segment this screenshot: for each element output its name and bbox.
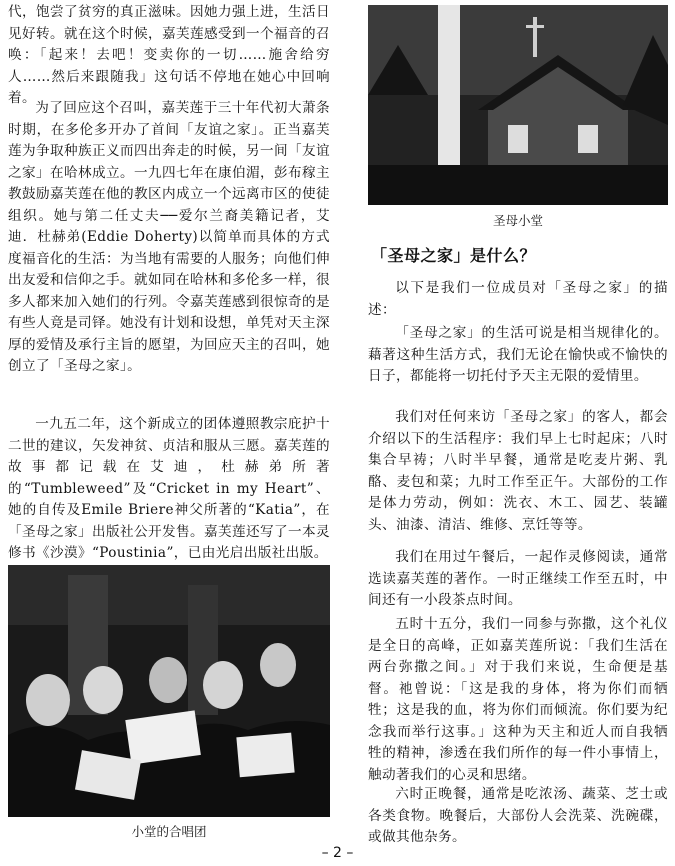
choir-photo-illustration [8,565,330,817]
chapel-photo-caption: 圣母小堂 [492,213,543,228]
left-paragraph-1: 代，饱尝了贫穷的真正滋味。因她力强上进，生活日见好转。就在这个时候，嘉芙莲感受到一个福音的召唤：「起来！去吧！变卖你的一切……施舍给穷人……然后来跟随我」这句话不停地在她心中回响着。 [8,4,330,106]
right-paragraph-1: 以下是我们一位成员对「圣母之家」的描述： [368,280,668,318]
choir-photo [8,565,330,817]
page-number: – 2 – [321,845,354,861]
right-paragraph-4: 我们在用过午餐后，一起作灵修阅读，通常选读嘉芙莲的著作。一时正继续工作至五时，中间还有一小段茶点时间。 [368,549,668,608]
section-heading: 「圣母之家」是什么？ [371,246,537,265]
chapel-photo-illustration [368,5,668,205]
left-paragraph-3: 一九五二年，这个新成立的团体遵照教宗庇护十二世的建议，矢发神贫、贞洁和服从三愿。嘉芙莲的故事都记载在艾迪，杜赫弟所著的“Tumbleweed”及“Cricket in my Heart”、她的自传及Emile Briere神父所著的“Katia”，在「圣母之家」出版社公开发售。嘉芙莲还写了一本灵修书《沙漠》“Poustinia”，已由光启出版社出版。 [8,416,330,561]
left-paragraph-2: 为了回应这个召叫，嘉芙莲于三十年代初大萧条时期，在多伦多开办了首间「友谊之家」。正当嘉芙莲为争取种族正义而四出奔走的时候，另一间「友谊之家」在哈林成立。一九四七年在康伯湄，彭布稼主教鼓励嘉芙莲在他的教区内成立一个远离市区的使徒组织。她与第二任丈夫──爱尔兰裔美籍记者，艾迪．杜赫弟(Eddie Doherty)以简单而具体的方式度福音化的生活：为当地有需要的人服务；向他们伸出友爱和信仰之手。就如同在哈林和多伦多一样，很多人都来加入她们的行列。令嘉芙莲感到很惊奇的是有些人竟是司铎。她没有计划和设想，单凭对天主深厚的爱情及承行主旨的愿望，为回应天主的召叫，她创立了「圣母之家」。 [8,100,330,374]
right-paragraph-2: 「圣母之家」的生活可说是相当规律化的。藉著这种生活方式，我们无论在愉快或不愉快的日子，都能将一切托付予天主无限的爱情里。 [368,325,668,384]
right-paragraph-3: 我们对任何来访「圣母之家」的客人，都会介绍以下的生活程序：我们早上七时起床；八时集合早祷；八时半早餐，通常是吃麦片粥、乳酪、麦包和菜；九时工作至正午。大部份的工作是体力劳动，例如：洗衣、木工、园艺、装罐头、油漆、清洁、维修、烹饪等等。 [368,409,668,533]
right-paragraph-5: 五时十五分，我们一同参与弥撒，这个礼仪是全日的高峰，正如嘉芙莲所说：「我们生活在两台弥撒之间。」对于我们来说，生命便是基督。祂曾说：「这是我的身体，将为你们而牺牲；这是我的血，将为你们而倾流。你们要为纪念我而举行这事。」这种为天主和近人而自我牺牲的精神，渗透在我们所作的每一件小事情上，触动著我们的心灵和思绪。 [368,616,668,783]
choir-photo-caption: 小堂的合唱团 [131,824,207,839]
right-paragraph-6: 六时正晚餐，通常是吃浓汤、蔬菜、芝士或各类食物。晚餐后，大部份人会洗菜、洗碗碟，或做其他杂务。 [368,786,668,845]
chapel-photo [368,5,668,205]
